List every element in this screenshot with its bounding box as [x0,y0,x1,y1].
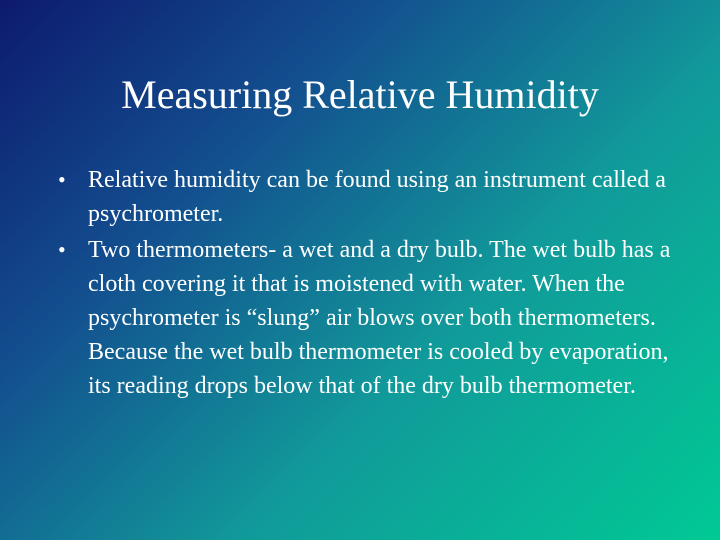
bullet-marker: • [58,237,66,262]
bullet-text: Two thermometers- a wet and a dry bulb. The wet bulb has a cloth covering it that is moistened with water. When the psychrometer is “slung” air blows over both thermometers. Because the wet bulb thermometer is cooled by evaporation, its reading drops below that of the dry bulb thermometer. [88,237,671,399]
bullet-marker: • [58,167,66,192]
slide-title: Measuring Relative Humidity [121,72,599,117]
bullet-list [58,163,688,405]
bullet-item [58,163,688,231]
bullet-item [58,233,688,403]
bullet-text: Relative humidity can be found using an instrument called a psychrometer. [88,167,666,227]
